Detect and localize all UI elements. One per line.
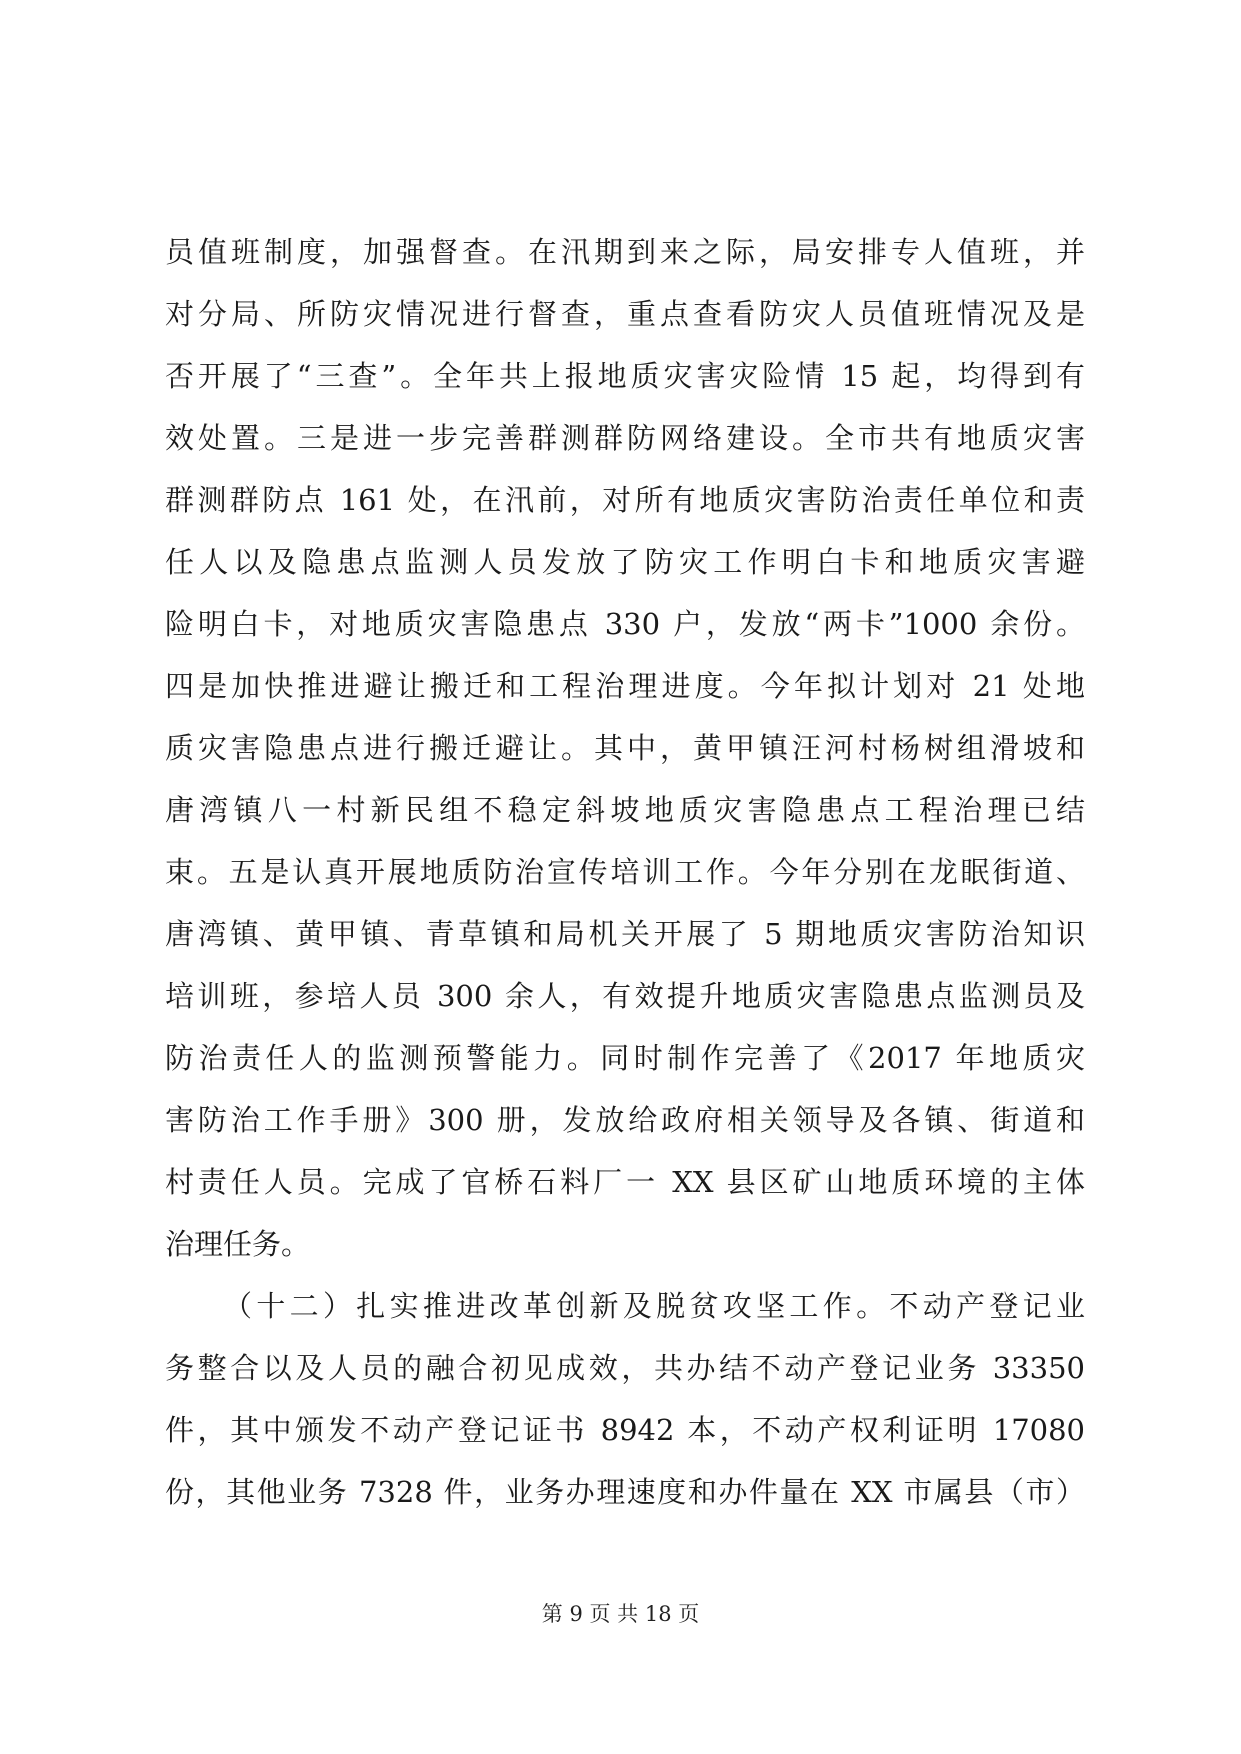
text-line: 害防治工作手册》300 册，发放给政府相关领导及各镇、街道和: [165, 1103, 1085, 1137]
text-line: 束。五是认真开展地质防治宣传培训工作。今年分别在龙眠街道、: [165, 855, 1085, 889]
text-line: 效处置。三是进一步完善群测群防网络建设。全市共有地质灾害: [165, 421, 1085, 455]
text-line: 村责任人员。完成了官桥石料厂一 XX 县区矿山地质环境的主体: [165, 1165, 1085, 1199]
text-line: 份，其他业务 7328 件，业务办理速度和办件量在 XX 市属县（市）: [165, 1475, 1085, 1509]
text-line-paragraph-start: （十二）扎实推进改革创新及脱贫攻坚工作。不动产登记业: [223, 1289, 1085, 1323]
text-line: 培训班，参培人员 300 余人，有效提升地质灾害隐患点监测员及: [165, 979, 1085, 1013]
body-text: [165, 221, 1085, 1523]
text-line: 对分局、所防灾情况进行督查，重点查看防灾人员值班情况及是: [165, 297, 1085, 331]
text-line: 质灾害隐患点进行搬迁避让。其中，黄甲镇汪河村杨树组滑坡和: [165, 731, 1085, 765]
text-line: 否开展了“三查”。全年共上报地质灾害灾险情 15 起，均得到有: [165, 359, 1085, 393]
text-line: 四是加快推进避让搬迁和工程治理进度。今年拟计划对 21 处地: [165, 669, 1085, 703]
text-line: 险明白卡，对地质灾害隐患点 330 户，发放“两卡”1000 余份。: [165, 607, 1085, 641]
text-line-paragraph-end: 治理任务。: [165, 1227, 311, 1261]
text-line: 员值班制度，加强督查。在汛期到来之际，局安排专人值班，并: [165, 235, 1085, 269]
text-line: 任人以及隐患点监测人员发放了防灾工作明白卡和地质灾害避: [165, 545, 1085, 579]
page-number-footer: 第 9 页 共 18 页: [541, 1602, 700, 1626]
text-line: 件，其中颁发不动产登记证书 8942 本，不动产权利证明 17080: [165, 1413, 1085, 1447]
text-line: 唐湾镇八一村新民组不稳定斜坡地质灾害隐患点工程治理已结: [165, 793, 1085, 827]
text-line: 防治责任人的监测预警能力。同时制作完善了《2017 年地质灾: [165, 1041, 1085, 1075]
text-line: 群测群防点 161 处，在汛前，对所有地质灾害防治责任单位和责: [165, 483, 1085, 517]
text-line: 务整合以及人员的融合初见成效，共办结不动产登记业务 33350: [165, 1351, 1085, 1385]
text-line: 唐湾镇、黄甲镇、青草镇和局机关开展了 5 期地质灾害防治知识: [165, 917, 1085, 951]
